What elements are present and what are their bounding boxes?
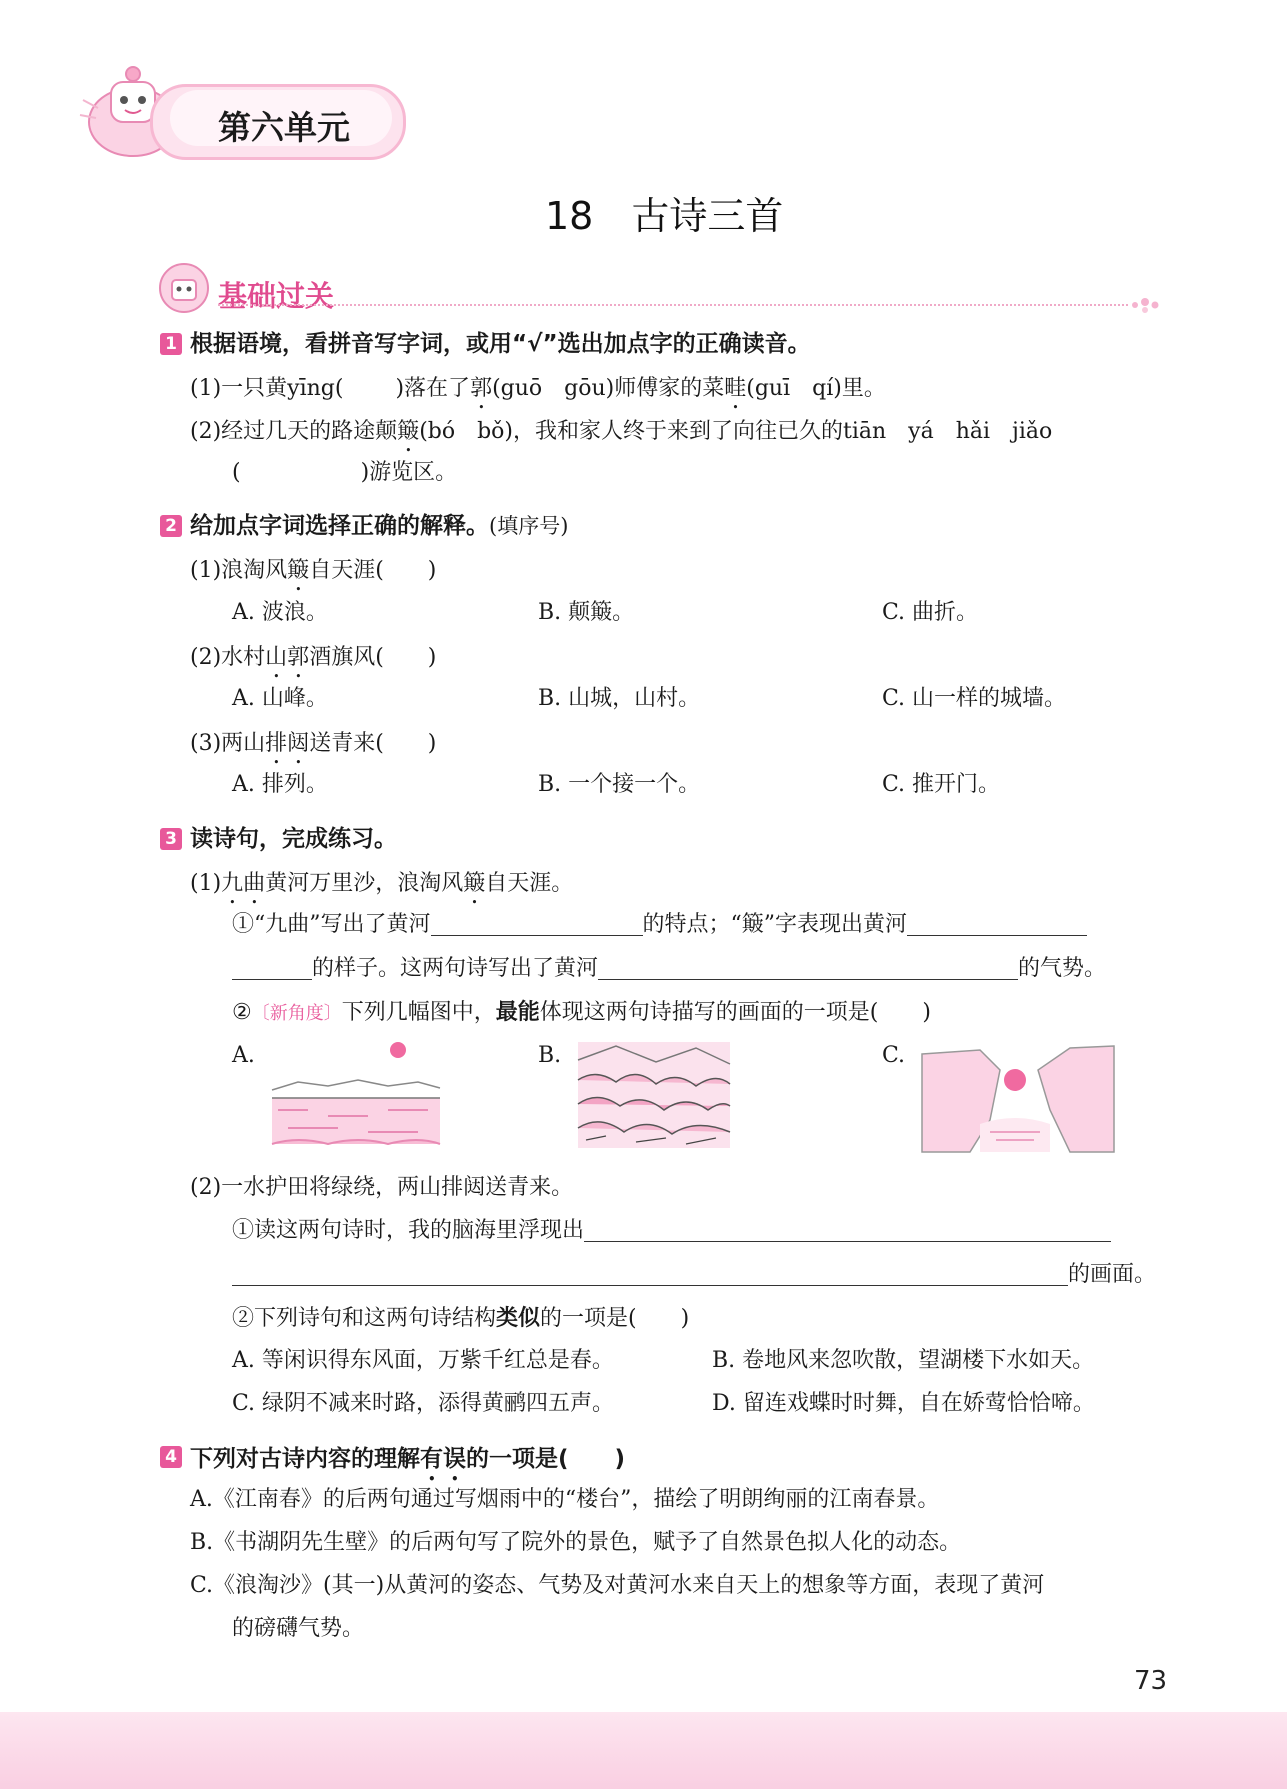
q4-opt-c-line2: 的磅礴气势。 — [232, 1616, 365, 1641]
q2-opt1-b: B. 颠簸。 — [538, 600, 635, 625]
q2-opt3-c: C. 推开门。 — [882, 772, 1001, 797]
unit-title: 第六单元 — [218, 108, 350, 147]
q3-number: 3 — [160, 828, 182, 850]
q2-number: 2 — [160, 515, 182, 537]
q1-line3: ( )游览区。 — [232, 460, 458, 485]
img-label-b: B. — [538, 1043, 562, 1068]
q2-opt2-c: C. 山一样的城墙。 — [882, 686, 1067, 711]
page-number: 73 — [1134, 1666, 1168, 1696]
q2-sub2: (2)水村山郭酒旗风( ) — [190, 645, 437, 670]
dots-decoration-icon — [1130, 296, 1160, 314]
q4-opt-a: A.《江南春》的后两句通过写烟雨中的“楼台”，描绘了明朗绚丽的江南春景。 — [190, 1487, 940, 1512]
q1-number: 1 — [160, 333, 182, 355]
q1-line1: (1)一只黄yīng( )落在了郭(guō gōu)师傅家的菜畦(guī qí)里。 — [190, 376, 886, 401]
q3-poem2: (2)一水护田将绿绕，两山排闼送青来。 — [190, 1175, 574, 1200]
q3-opt-c: C. 绿阴不减来时路，添得黄鹂四五声。 — [232, 1391, 615, 1416]
q2-sub1: (1)浪淘风簸自天涯( ) — [190, 558, 437, 583]
q2-heading: 给加点字词选择正确的解释。(填序号) — [190, 513, 569, 539]
q2-sub3: (3)两山排闼送青来( ) — [190, 731, 437, 756]
q3-p1-q1-line2: 的样子。这两句诗写出了黄河 的气势。 — [232, 958, 1106, 980]
q2-opt2-a: A. 山峰。 — [232, 686, 328, 711]
q4-number: 4 — [160, 1446, 182, 1468]
q2-opt3-a: A. 排列。 — [232, 772, 328, 797]
q4-heading: 下列对古诗内容的理解有误的一项是( ) — [190, 1446, 626, 1472]
q2-opt1-a: A. 波浪。 — [232, 600, 328, 625]
q3-p2-q2: ②下列诗句和这两句诗结构类似的一项是( ) — [232, 1305, 690, 1331]
picture-c-canyon-sunset[interactable] — [920, 1040, 1116, 1158]
q3-p1-q1-line1: ①“九曲”写出了黄河 的特点；“簸”字表现出黄河 — [232, 914, 1087, 936]
q4-opt-c-line1: C.《浪淘沙》(其一)从黄河的姿态、气势及对黄河水来自天上的想象等方面，表现了黄河 — [190, 1573, 1045, 1598]
q3-opt-a: A. 等闲识得东风面，万紫千红总是春。 — [232, 1348, 614, 1373]
img-label-c: C. — [882, 1043, 906, 1068]
section-icon — [158, 262, 210, 314]
q3-opt-d: D. 留连戏蝶时时舞，自在娇莺恰恰啼。 — [712, 1391, 1095, 1416]
lesson-title: 18 古诗三首 — [545, 194, 784, 238]
q3-opt-b: B. 卷地风来忽吹散，望湖楼下水如天。 — [712, 1348, 1095, 1373]
q2-opt2-b: B. 山城，山村。 — [538, 686, 701, 711]
q1-line2: (2)经过几天的路途颠簸(bó bǒ)，我和家人终于来到了向往已久的tiān yá hǎi jiǎo — [190, 419, 1053, 444]
q3-p1-q2: ②〔新角度〕下列几幅图中，最能体现这两句诗描写的画面的一项是( ) — [232, 999, 931, 1025]
q3-p2-q1-line1: ①读这两句诗时，我的脑海里浮现出 — [232, 1220, 1111, 1242]
q2-opt1-c: C. 曲折。 — [882, 600, 979, 625]
section-divider — [218, 304, 1128, 306]
q2-opt3-b: B. 一个接一个。 — [538, 772, 701, 797]
picture-a-calm-lake[interactable] — [268, 1040, 444, 1150]
q3-poem1: (1)九曲黄河万里沙，浪淘风簸自天涯。 — [190, 871, 574, 896]
q1-heading: 根据语境，看拼音写字词，或用“√”选出加点字的正确读音。 — [190, 331, 811, 357]
bottom-band — [0, 1712, 1287, 1789]
q3-p2-q1-line2: 的画面。 — [232, 1264, 1156, 1286]
q4-opt-b: B.《书湖阴先生壁》的后两句写了院外的景色，赋予了自然景色拟人化的动态。 — [190, 1530, 962, 1555]
img-label-a: A. — [232, 1043, 255, 1068]
section-title: 基础过关 — [218, 279, 335, 313]
picture-b-rough-waves[interactable] — [576, 1040, 732, 1150]
q3-heading: 读诗句，完成练习。 — [190, 826, 397, 852]
